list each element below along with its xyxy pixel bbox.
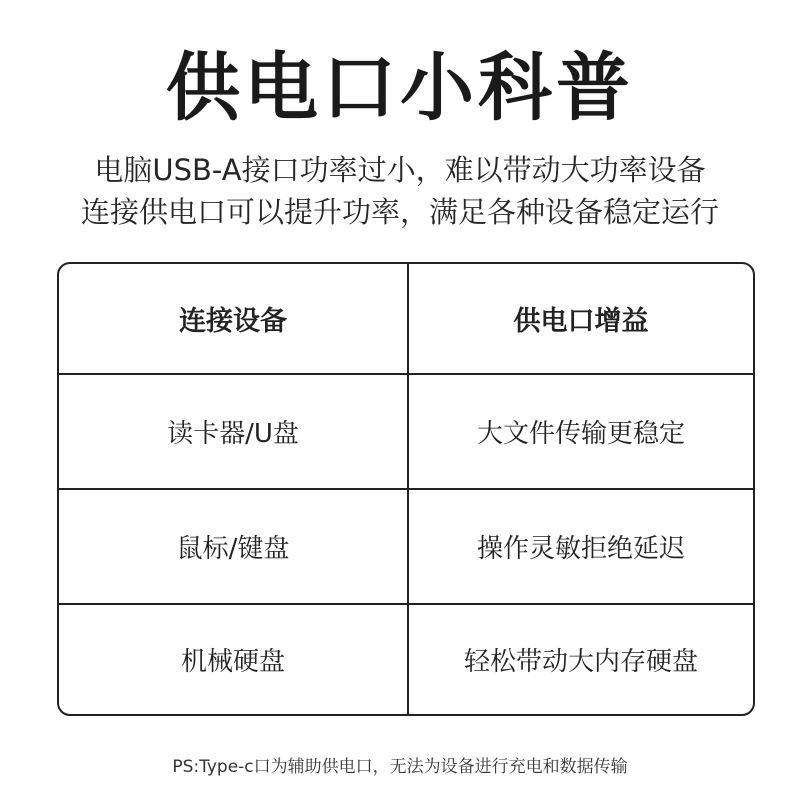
table-cell-benefit: 轻松带动大内存硬盘 [463, 647, 698, 677]
table-cell-device: 机械硬盘 [59, 605, 409, 714]
footnote: PS:Type-c口为辅助供电口，无法为设备进行充电和数据传输 [172, 757, 628, 777]
table-cell-benefit: 大文件传输更稳定 [476, 419, 685, 449]
table-cell-device: 鼠标/键盘 [59, 490, 409, 603]
page-title: 供电口小科普 [166, 45, 634, 131]
subtitle-line-2: 连接供电口可以提升功率，满足各种设备稳定运行 [80, 195, 719, 229]
subtitle-line-1: 电脑USB-A接口功率过小，难以带动大功率设备 [94, 153, 706, 187]
header-connected-device: 连接设备 [59, 264, 409, 373]
comparison-table [57, 262, 755, 716]
table-row [59, 603, 753, 714]
table-cell-device: 读卡器/U盘 [59, 375, 409, 488]
table-cell-benefit: 操作灵敏拒绝延迟 [476, 534, 685, 564]
table-header-row [59, 264, 753, 373]
table-row [59, 488, 753, 603]
table-row [59, 373, 753, 488]
header-power-port-benefit: 供电口增益 [513, 306, 649, 337]
